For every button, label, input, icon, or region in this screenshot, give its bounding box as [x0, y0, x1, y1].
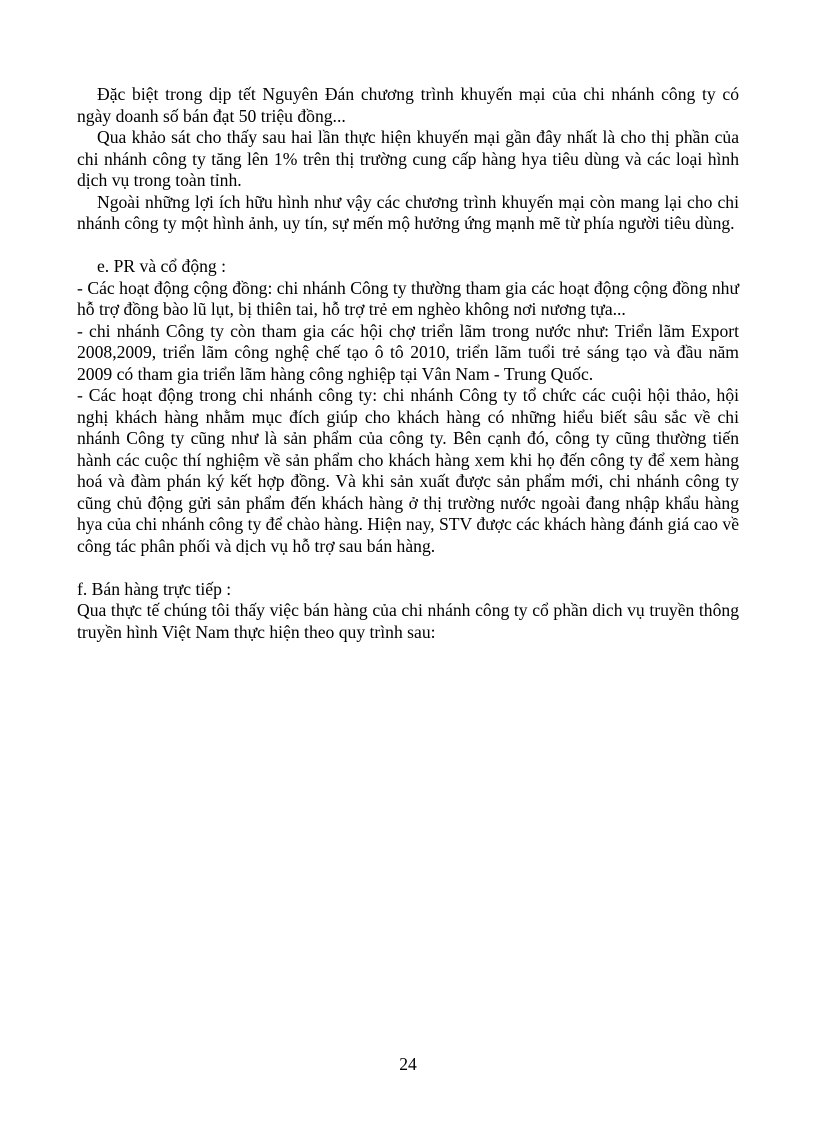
- section-e-item-community: - Các hoạt động cộng đồng: chi nhánh Công ty thường tham gia các hoạt động cộng đồng như hỗ trợ đồng bào lũ lụt, bị thiên tai, hỗ trợ trẻ em nghèo không nơi nương tựa...: [77, 277, 739, 319]
- intro-section: [77, 84, 739, 235]
- section-f: [77, 579, 739, 644]
- section-f-text: Qua thực tế chúng tôi thấy việc bán hàng của chi nhánh công ty cổ phần dich vụ truyền thông truyền hình Việt Nam thực hiện theo quy trình sau:: [77, 600, 739, 642]
- section-e: [77, 256, 739, 557]
- paragraph-market-share: Qua khảo sát cho thấy sau hai lần thực hiện khuyến mại gần đây nhất là cho thị phần của chi nhánh công ty tăng lên 1% trên thị trường cung cấp hàng hya tiêu dùng và các loại hình dịch vụ trong toàn tỉnh.: [77, 127, 739, 190]
- spacer: [77, 557, 739, 579]
- paragraph-tet-sales: Đặc biệt trong dịp tết Nguyên Đán chương trình khuyến mại của chi nhánh công ty có ngày doanh số bán đạt 50 triệu đồng...: [77, 84, 739, 126]
- page-number: 24: [399, 1054, 417, 1074]
- spacer: [77, 235, 739, 257]
- section-e-heading: e. PR và cổ động :: [97, 256, 227, 276]
- section-e-item-exhibitions: - chi nhánh Công ty còn tham gia các hội chợ triển lãm trong nước như: Triển lãm Export 2008,2009, triển lãm công nghệ chế tạo ô tô 2010, triển lãm tuổi trẻ sáng tạo và đầu năm 2009 có tham gia triển lãm hàng công nghiệp tại Vân Nam - Trung Quốc.: [77, 320, 739, 384]
- paragraph-brand-benefits: Ngoài những lợi ích hữu hình như vậy các chương trình khuyến mại còn mang lại cho chi nhánh công ty một hình ảnh, uy tín, sự mến mộ hưởng ứng mạnh mẽ từ phía người tiêu dùng.: [77, 191, 739, 233]
- document-page: [77, 84, 739, 643]
- section-f-heading: f. Bán hàng trực tiếp :: [77, 578, 232, 599]
- section-e-item-internal: - Các hoạt động trong chi nhánh công ty: chi nhánh Công ty tổ chức các cuội hội thảo, hội nghị khách hàng nhằm mục đích giúp cho khách hàng có những hiểu biết sâu sắc về chi nhánh Công ty cũng như là sản phẩm của công ty. Bên cạnh đó, công ty cũng thường tiến hành các cuộc thí nghiệm về sản phẩm cho khách hàng xem khi họ đến công ty để xem hàng hoá và đàm phán ký kết hợp đồng. Và khi sản xuất được sản phẩm mới, chi nhánh công ty cũng chủ động gửi sản phẩm đến khách hàng ở thị trường nước ngoài đang nhập khẩu hàng hya của chi nhánh công ty để chào hàng. Hiện nay, STV được các khách hàng đánh giá cao về công tác phân phối và dịch vụ hỗ trợ sau bán hàng.: [77, 385, 739, 556]
